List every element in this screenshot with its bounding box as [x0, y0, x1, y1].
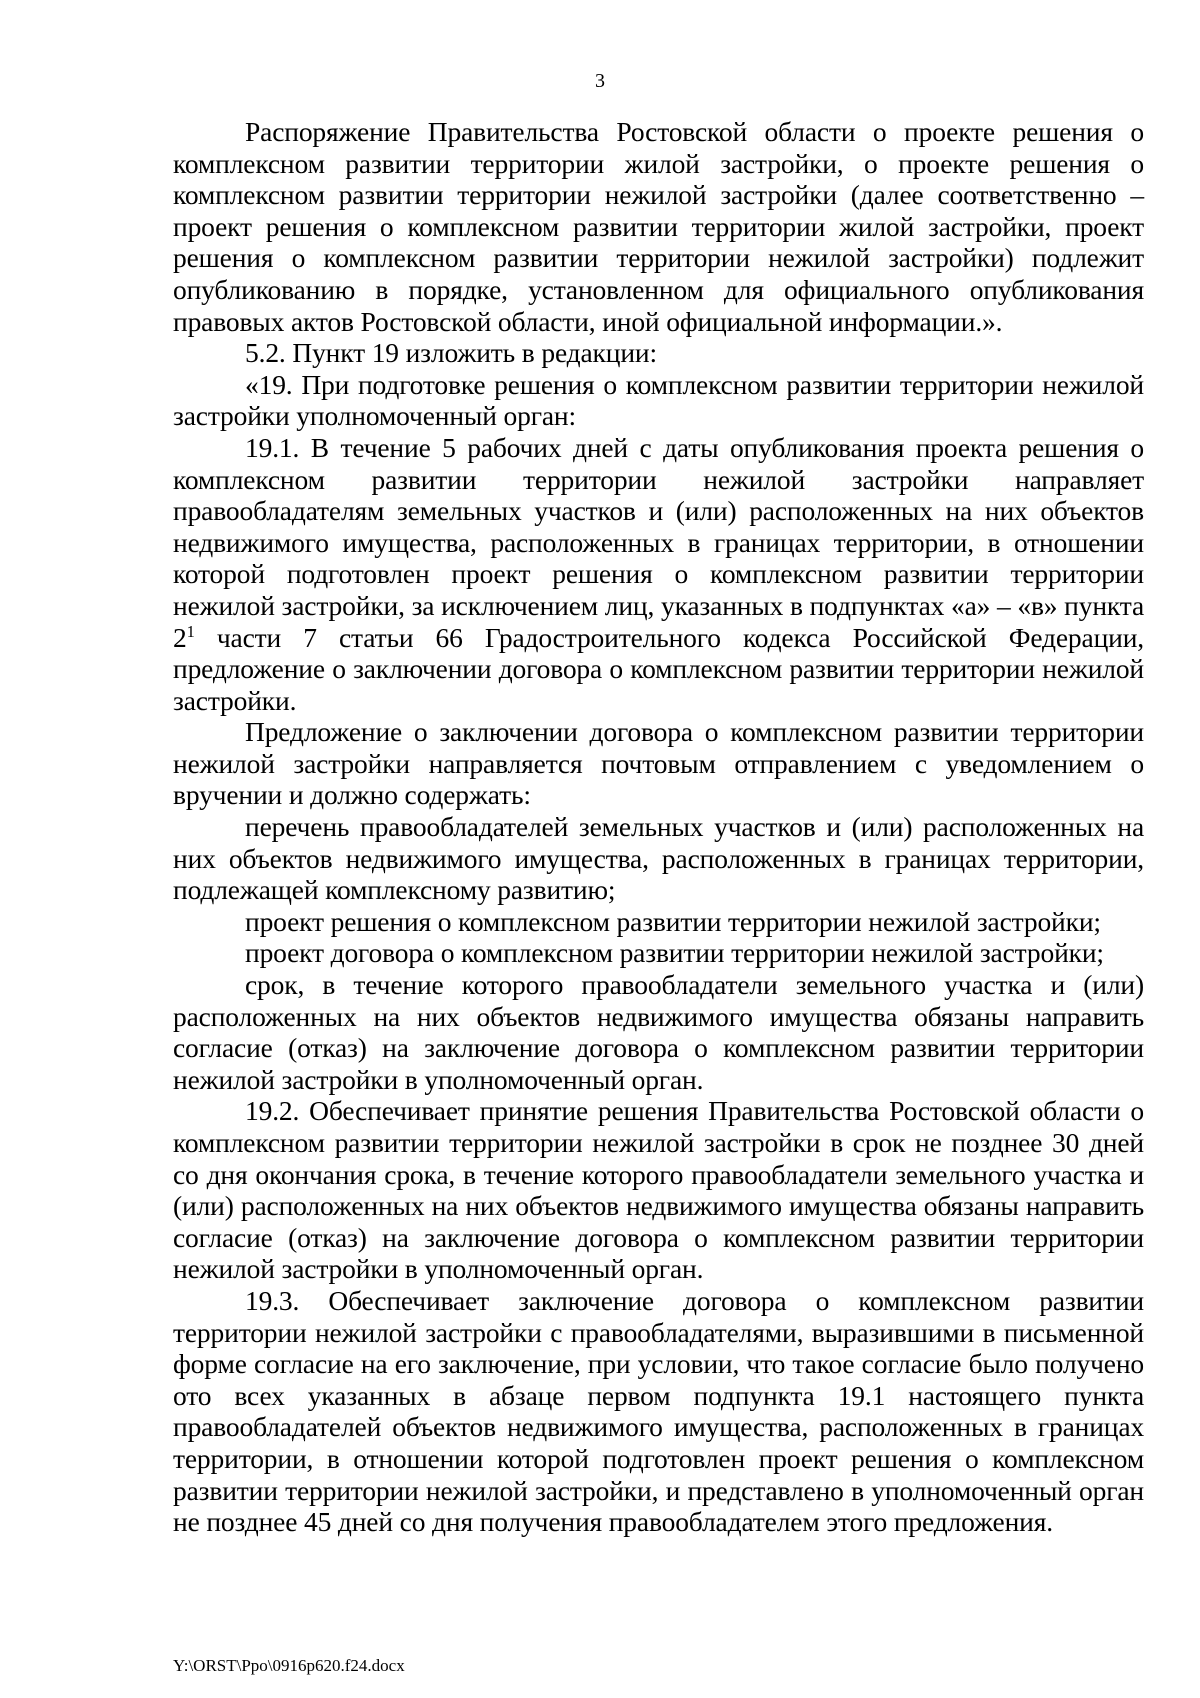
paragraph-19-3: 19.3. Обеспечивает заключение договора о комплексном развитии территории нежилой застройки с правообладателями, выразившими в письменной форме согласие на его заключение, при условии, что такое согласие было получено ото всех указанных в абзаце первом подпункта 19.1 настоящего пункта правообладателей объектов недвижимого имущества, расположенных в границах территории, в отношении которой подготовлен проект решения о комплексном развитии территории нежилой застройки, и представлено в уполномоченный орган не позднее 45 дней со дня получения правообладателем этого предложения.	[173, 1284, 1144, 1538]
superscript-marker: 1	[186, 621, 195, 641]
document-body	[173, 116, 1144, 1538]
paragraph-19-1-text-start: 19.1. В течение 5 рабочих дней с даты опубликования проекта решения о комплексном развитии территории нежилой застройки направляет правообладателям земельных участков и (или) расположенных на них объектов недвижимого имущества, расположенных в границах территории, в отношении которой подготовлен проект решения о комплексном развитии территории нежилой застройки, за исключением лиц, указанных в подпунктах «а» – «в» пункта 2	[173, 431, 1144, 653]
paragraph-publication: Распоряжение Правительства Ростовской области о проекте решения о комплексном развитии территории жилой застройки, о проекте решения о комплексном развитии территории нежилой застройки (далее соответственно – проект решения о комплексном развитии территории жилой застройки, проект решения о комплексном развитии территории нежилой застройки) подлежит опубликованию в порядке, установленном для официального опубликования правовых актов Ростовской области, иной официальной информации.».	[173, 116, 1144, 337]
paragraph-list-item-contract: проект договора о комплексном развитии территории нежилой застройки;	[245, 937, 1104, 969]
paragraph-list-item-deadline: срок, в течение которого правообладатели земельного участка и (или) расположенных на них объектов недвижимого имущества обязаны направить согласие (отказ) на заключение договора о комплексном развитии территории нежилой застройки в уполномоченный орган.	[173, 969, 1144, 1095]
paragraph-19: «19. При подготовке решения о комплексном развитии территории нежилой застройки уполномоченный орган:	[173, 368, 1144, 432]
paragraph-proposal: Предложение о заключении договора о комплексном развитии территории нежилой застройки направляется почтовым отправлением с уведомлением о вручении и должно содержать:	[173, 716, 1144, 811]
page-number: 3	[595, 70, 605, 92]
footer-file-path: Y:\ORST\Ppo\0916p620.f24.docx	[173, 1656, 405, 1675]
paragraph-5-2: 5.2. Пункт 19 изложить в редакции:	[245, 337, 657, 369]
paragraph-19-1-text-end: части 7 статьи 66 Градостроительного кодекса Российской Федерации, предложение о заключении договора о комплексном развитии территории нежилой застройки.	[173, 621, 1144, 716]
paragraph-list-item-decision: проект решения о комплексном развитии территории нежилой застройки;	[245, 905, 1101, 937]
paragraph-list-item-owners: перечень правообладателей земельных участков и (или) расположенных на них объектов недвижимого имущества, расположенных в границах территории, подлежащей комплексному развитию;	[173, 811, 1144, 906]
paragraph-19-1	[173, 432, 1144, 716]
paragraph-19-2: 19.2. Обеспечивает принятие решения Правительства Ростовской области о комплексном развитии территории нежилой застройки в срок не позднее 30 дней со дня окончания срока, в течение которого правообладатели земельного участка и (или) расположенных на них объектов недвижимого имущества обязаны направить согласие (отказ) на заключение договора о комплексном развитии территории нежилой застройки в уполномоченный орган.	[173, 1095, 1144, 1285]
